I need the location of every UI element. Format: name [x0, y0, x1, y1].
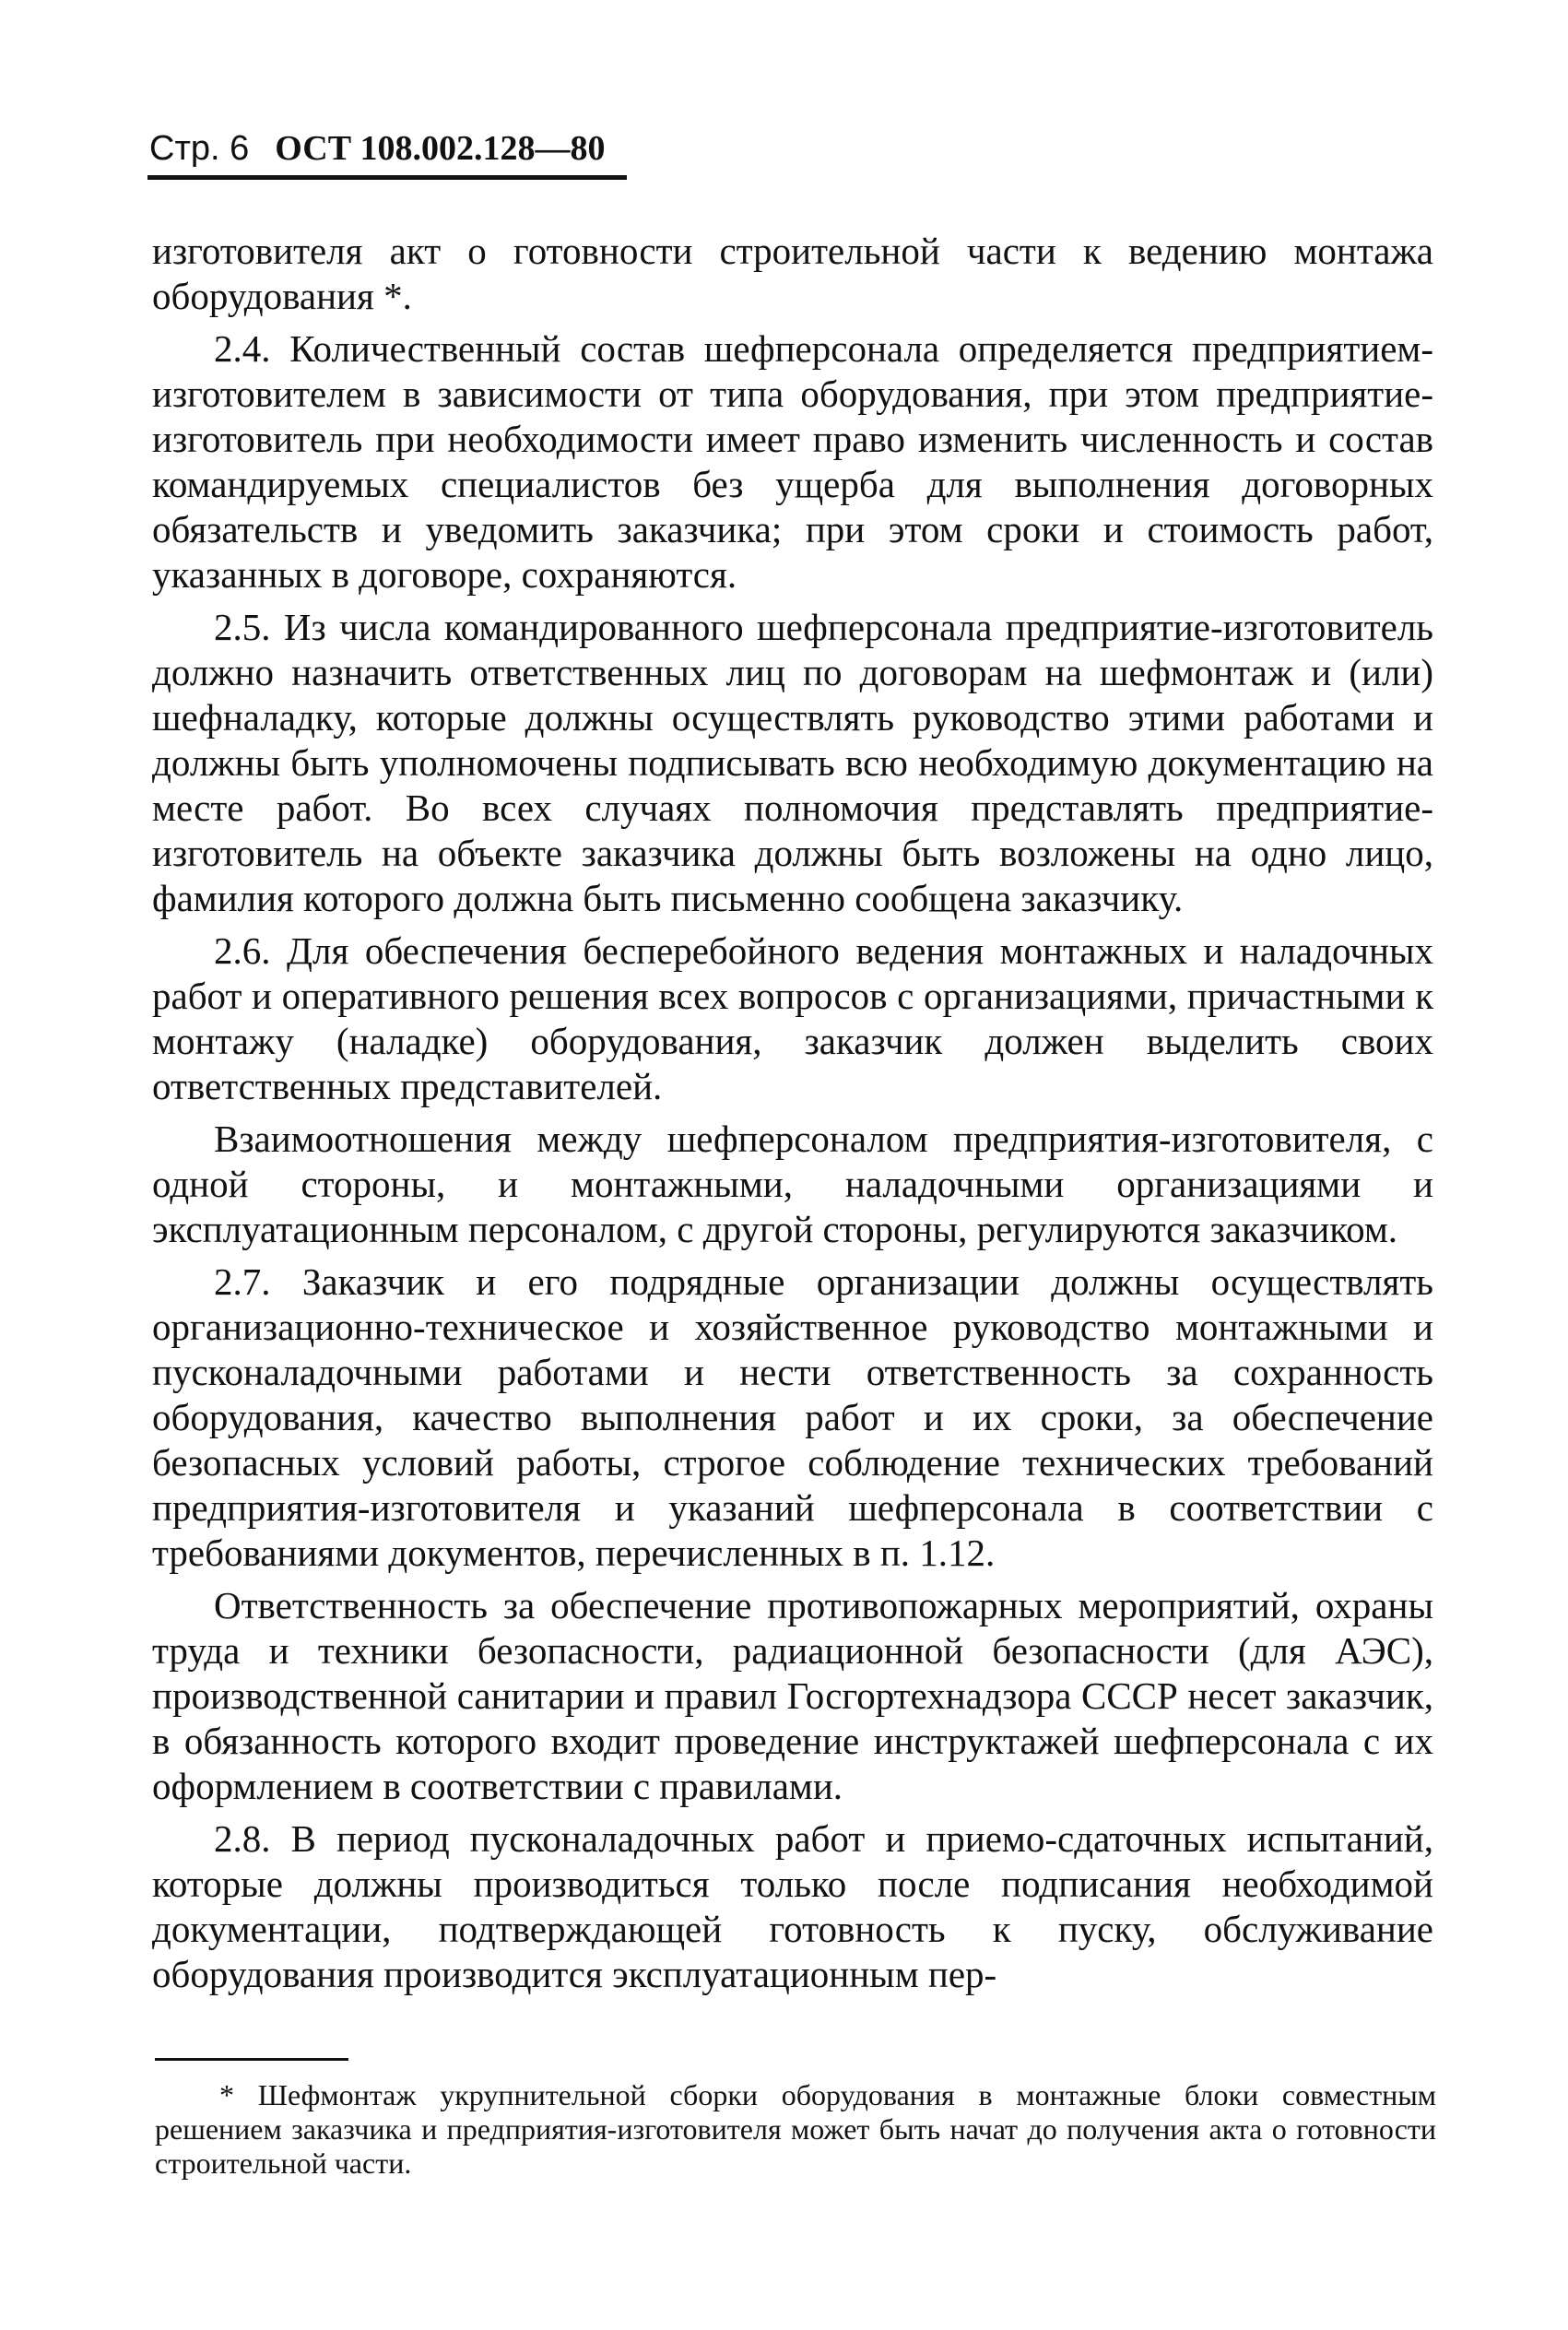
paragraph-responsibility: Ответственность за обеспечение противопожарных мероприятий, охраны труда и техники безопасности, радиационной безопасности (для АЭС), производственной санитарии и правил Госгортехнадзора СССР несет заказчик, в обязанность которого входит проведение инструктажей шефперсонала с их оформлением в соответствии с правилами.: [152, 1584, 1433, 1807]
page-header: [149, 127, 629, 170]
paragraph-2-5: 2.5. Из числа командированного шефперсонала предприятие-изготовитель должно назначить ответственных лиц по договорам на шефмонтаж и (или) шефналадку, которые должны осуществлять руководство этими работами и должны быть уполномочены подписывать всю необходимую документацию на месте работ. Во всех случаях полномочия представлять предприятие-изготовитель на объекте заказчика должны быть возложены на одно лицо, фамилия которого должна быть письменно сообщена заказчику.: [152, 606, 1433, 919]
body-text: [152, 229, 1433, 2005]
footnote: * Шефмонтаж укрупнительной сборки оборудования в монтажные блоки совместным решением заказчика и предприятия-изготовителя может быть начат до получения акта о готовности строительной части.: [155, 2078, 1436, 2180]
paragraph-2-6: 2.6. Для обеспечения бесперебойного ведения монтажных и наладочных работ и оперативного решения всех вопросов с организациями, причастными к монтажу (наладке) оборудования, заказчик должен выделить своих ответственных представителей.: [152, 929, 1433, 1107]
footnote-rule: [155, 2058, 348, 2061]
paragraph-2-8: 2.8. В период пусконаладочных работ и приемо-сдаточных испытаний, которые должны производиться только после подписания необходимой документации, подтверждающей готовность к пуску, обслуживание оборудования производится эксплуатационным пер-: [152, 1817, 1433, 1995]
page-number: Стр. 6: [149, 129, 250, 168]
header-rule: [147, 175, 627, 180]
paragraph-2-4: 2.4. Количественный состав шефперсонала определяется предприятием-изготовителем в зависимости от типа оборудования, при этом предприятие-изготовитель при необходимости имеет право изменить численность и состав командируемых специалистов без ущерба для выполнения договорных обязательств и уведомить заказчика; при этом сроки и стоимость работ, указанных в договоре, сохраняются.: [152, 327, 1433, 596]
paragraph-continuation: изготовителя акт о готовности строительной части к ведению монтажа оборудования *.: [152, 230, 1433, 317]
paragraph-relations: Взаимоотношения между шефперсоналом предприятия-изготовителя, с одной стороны, и монтажными, наладочными организациями и эксплуатационным персоналом, с другой стороны, регулируются заказчиком.: [152, 1118, 1433, 1250]
standard-number: ОСТ 108.002.128—80: [275, 129, 606, 168]
paragraph-2-7: 2.7. Заказчик и его подрядные организации должны осуществлять организационно-техническое и хозяйственное руководство монтажными и пусконаладочными работами и нести ответственность за сохранность оборудования, качество выполнения работ и их сроки, за обеспечение безопасных условий работы, строгое соблюдение технических требований предприятия-изготовителя и указаний шефперсонала в соответствии с требованиями документов, перечисленных в п. 1.12.: [152, 1260, 1433, 1574]
